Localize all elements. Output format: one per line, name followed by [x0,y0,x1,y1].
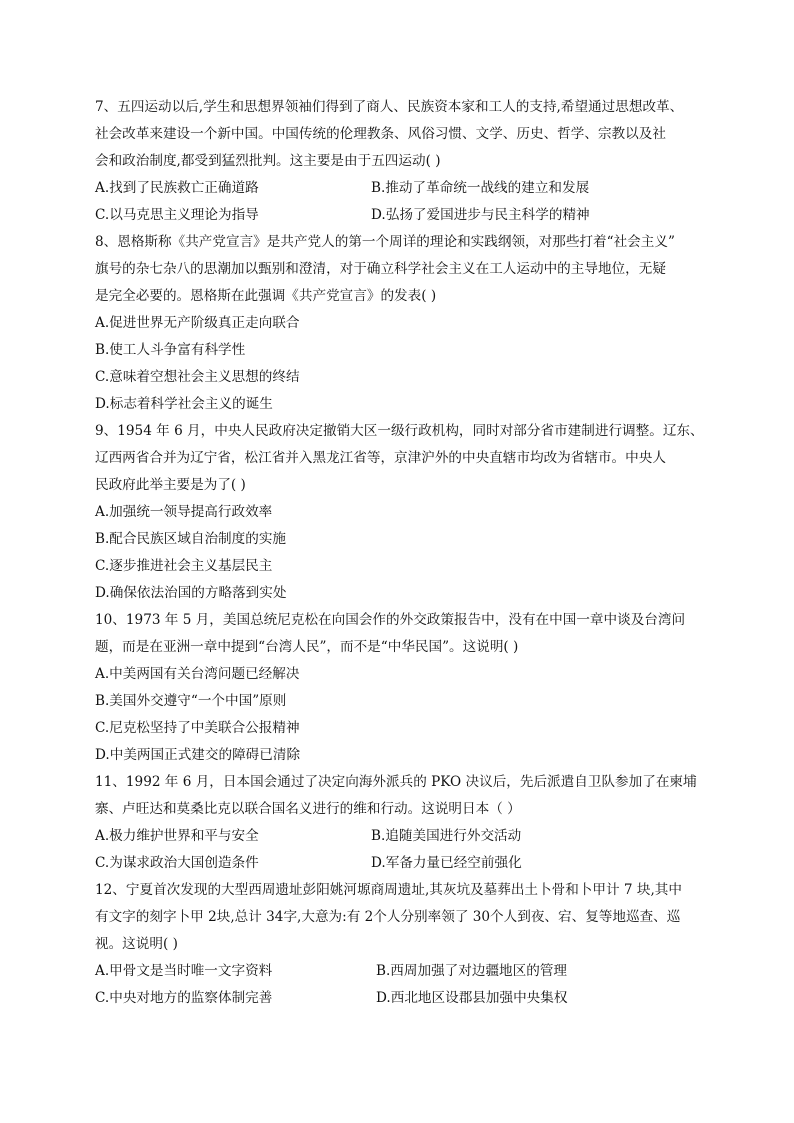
question-10-option-a: A.中美两国有关台湾问题已经解决 [95,666,300,682]
question-12 [95,877,715,1012]
question-12-option-d: D.西北地区设郡县加强中央集权 [376,990,568,1006]
question-9-stem-line-3: 民政府此举主要是为了( ) [95,477,246,493]
question-7-stem-line-1: 7、五四运动以后,学生和思想界领袖们得到了商人、民族资本家和工人的支持,希望通过思想改革、 [95,99,684,115]
question-11-stem-line-1: 11、1992 年 6 月，日本国会通过了决定向海外派兵的 PKO 决议后，先后派遣自卫队参加了在柬埔 [95,774,697,790]
question-10-stem-line-1: 10、1973 年 5 月，美国总统尼克松在向国会作的外交政策报告中，没有在中国一章中谈及台湾问 [95,612,686,628]
question-8 [95,229,715,418]
question-12-stem-line-1: 12、宁夏首次发现的大型西周遗址彭阳姚河塬商周遗址,其灰坑及墓葬出土卜骨和卜甲计 7 块,其中 [95,882,682,898]
question-list [95,94,715,1012]
question-9-option-c: C.逐步推进社会主义基层民主 [95,558,273,574]
question-9-stem-line-2: 辽西两省合并为辽宁省，松江省并入黑龙江省等，京津沪外的中央直辖市均改为省辖市。中央人 [95,450,666,466]
question-7-stem-line-2: 社会改革来建设一个新中国。中国传统的伦理教条、风俗习惯、文学、历史、哲学、宗教以及社 [95,126,666,142]
question-8-stem-line-3: 是完全必要的。恩格斯在此强调《共产党宣言》的发表( ) [95,288,437,304]
question-10 [95,607,715,769]
question-8-option-b: B.使工人斗争富有科学性 [95,342,246,358]
question-7-option-d: D.弘扬了爱国进步与民主科学的精神 [371,207,590,223]
question-9-option-a: A.加强统一领导提高行政效率 [95,504,273,520]
question-7-option-c: C.以马克思主义理论为指导 [95,207,259,223]
question-11-options-row-2 [95,850,715,877]
question-8-stem-line-2: 旗号的杂七杂八的思潮加以甄别和澄清，对于确立科学社会主义在工人运动中的主导地位，无疑 [95,261,666,277]
question-11-option-a: A.极力维护世界和平与安全 [95,828,259,844]
question-12-stem-line-3: 视。这说明( ) [95,936,178,952]
question-10-option-c: C.尼克松坚持了中美联合公报精神 [95,720,300,736]
question-11-option-c: C.为谋求政治大国创造条件 [95,855,259,871]
question-10-stem-line-2: 题，而是在亚洲一章中提到“台湾人民”，而不是“中华民国”。这说明( ) [95,639,519,655]
question-11-stem-line-2: 寨、卢旺达和莫桑比克以联合国名义进行的维和行动。这说明日本（ ） [95,801,521,817]
question-7-option-a: A.找到了民族救亡正确道路 [95,180,259,196]
question-12-options-row-1 [95,958,715,985]
question-9-option-b: B.配合民族区域自治制度的实施 [95,531,287,547]
question-11-option-d: D.军备力量已经空前强化 [371,855,522,871]
question-7-options-row-2 [95,202,715,229]
question-7-option-b: B.推动了革命统一战线的建立和发展 [371,180,590,196]
question-10-option-b: B.美国外交遵守“一个中国”原则 [95,693,287,709]
question-8-option-a: A.促进世界无产阶级真正走向联合 [95,315,300,331]
question-12-stem-line-2: 有文字的刻字卜甲 2块,总计 34字,大意为:有 2个人分别率领了 30个人到夜、宕、复等地巡查、巡 [95,909,681,925]
question-9 [95,418,715,607]
question-7-options-row-1 [95,175,715,202]
question-11 [95,769,715,877]
question-12-option-a: A.甲骨文是当时唯一文字资料 [95,963,273,979]
question-8-option-c: C.意味着空想社会主义思想的终结 [95,369,300,385]
question-7-stem-line-3: 会和政治制度,都受到猛烈批判。这主要是由于五四运动( ) [95,153,441,169]
question-11-options-row-1 [95,823,715,850]
question-12-option-c: C.中央对地方的监察体制完善 [95,990,273,1006]
question-11-option-b: B.追随美国进行外交活动 [371,828,522,844]
question-9-option-d: D.确保依法治国的方略落到实处 [95,585,287,601]
question-10-option-d: D.中美两国正式建交的障碍已清除 [95,747,301,763]
question-12-option-b: B.西周加强了对边疆地区的管理 [376,963,568,979]
question-9-stem-line-1: 9、1954 年 6 月，中央人民政府决定撤销大区一级行政机构，同时对部分省市建制进行调整。辽东、 [95,423,704,439]
question-8-stem-line-1: 8、恩格斯称《共产党宣言》是共产党人的第一个周详的理论和实践纲领，对那些打着“社会主义” [95,234,675,250]
question-12-options-row-2 [95,985,715,1012]
question-7 [95,94,715,229]
question-8-option-d: D.标志着科学社会主义的诞生 [95,396,273,412]
